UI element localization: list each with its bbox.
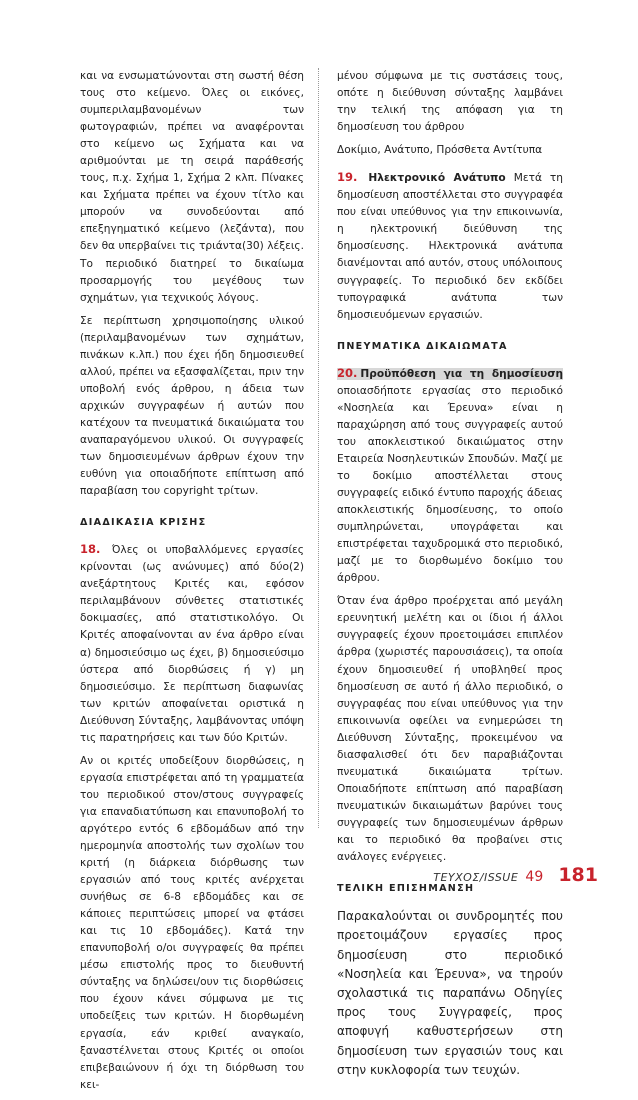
page-number: 181: [558, 864, 598, 886]
right-column: [337, 68, 563, 1086]
left-column: [80, 68, 304, 1100]
issue-label: ΤΕΥΧΟΣ/ISSUE: [433, 871, 519, 884]
section-number: 18.: [80, 542, 101, 557]
section-text: Όλες οι υποβαλλόμενες εργασίες κρίνονται (ως ανώνυμες) από δύο(2) ανεξάρτητους Κριτές και, εφόσον περιλαμβάνουν σύνθετες στατιστικές δοκιμασίες, από στατιστικολόγο. Οι Κριτές αποφαίνονται αν ένα άρθρο είναι α) δημοσιεύσιμο ως έχει, β) δημοσιεύσιμο ύστερα από διορθώσεις ή γ) μη δημοσιεύσιμο. Σε περίπτωση διαφωνίας των κριτών αποφαίνεται οριστικά η Διεύθυνση Σύνταξης, λαμβάνοντας υπόψη τις παρατηρήσεις και των δύο Κριτών.: [80, 544, 304, 744]
section-text: Μετά τη δημοσίευση αποστέλλεται στο συγγραφέα που είναι υπεύθυνος για την επικοινωνία, η ηλεκτρονική διεύθυνση της δημοσίευσης. Ηλεκτρονικά ανάτυπα διανέμονται από αυτόν, στους υπόλοιπους συγγραφείς. Το περιοδικό δεν εκδίδει τυπογραφικά ανάτυπα των δημοσιευόμενων εργασιών.: [337, 172, 564, 321]
paragraph: Αν οι κριτές υποδείξουν διορθώσεις, η εργασία επιστρέφεται από τη γραμματεία του περιοδικού στον/στους συγγραφείς για επαναδιατύπωση και επανυποβολή το αργότερο εντός 6 εβδομάδων από την ημερομηνία αποστολής των σχολίων του κριτή (η διάρκεια διόρθωσης των εργασιών από τους κριτές ανέρχεται συνήθως σε 6-8 εβδομάδες και σε κάποιες περιπτώσεις μπορεί να φτάσει και τις 10 εβδομάδες). Κατά την επανυποβολή ο/οι συγγραφείς θα πρέπει μέσω επιστολής προς το διευθυντή σύνταξης να δηλώσει/ουν τις διορθώσεις που έχουν κάνει σύμφωνα με τις υποδείξεις των κριτών. Η διορθωμένη εργασία, εάν κριθεί αναγκαίο, ξαναστέλνεται στους Κριτές οι οποίοι επιβεβαιώνουν ή όχι τη διόρθωση του κει-: [80, 754, 304, 1091]
column-divider: [318, 68, 319, 828]
final-note: Παρακαλούνται οι συνδρομητές που προετοιμάζουν εργασίες προς δημοσίευση στο περιοδικό «Νοσηλεία και Έρευνα», να τηρούν σχολαστικά τις παραπάνω Οδηγίες προς τους Συγγραφείς, προς αποφυγή καθυστερήσεων στη δημοσίευση των εργασιών τους και στην κυκλοφορία των τευχών.: [337, 909, 563, 1077]
section-20: [337, 365, 563, 588]
section-19: [337, 169, 563, 323]
section-heading-review: ΔΙΑΔΙΚΑΣΙΑ ΚΡΙΣΗΣ: [80, 517, 207, 529]
paragraph: Σε περίπτωση χρησιμοποίησης υλικού (περιλαμβανομένων των σχημάτων, πινάκων κ.λπ.) που έχει ήδη δημοσιευθεί αλλού, πρέπει να εξασφαλίζεται, πριν την υποβολή ενός άρθρου, η άδεια των αρχικών συγγραφέων ή αυτών που κατέχουν τα πνευματικά δικαιώματα του αναπαραγόμενου υλικού. Οι συγγραφείς των δημοσιευμένων άρθρων έχουν την ευθύνη για οποιαδήποτε επίπτωση από παραβίαση του copyright τρίτων.: [80, 314, 304, 498]
paragraph: Όταν ένα άρθρο προέρχεται από μεγάλη ερευνητική μελέτη και οι ίδιοι ή άλλοι συγγραφείς έχουν προετοιμάσει επιπλέον άρθρα (χωριστές παρουσιάσεις), τα οποία έχουν δημοσιευθεί ή υποβληθεί προς δημοσίευση σε αυτό ή άλλο περιοδικό, ο συγγραφέας που είναι υπεύθυνος για την επικοινωνία οφείλει να ενημερώσει τη Διεύθυνση Σύνταξης, προκειμένου να διασφαλισθεί ότι δεν παραβιάζονται πνευματικά δικαιώματα τρίτων. Οποιαδήποτε επίπτωση από παραβίαση πνευματικών δικαιωμάτων βαρύνει τους συγγραφείς των δημοσιευμένων άρθρων και το περιοδικό θα προβαίνει στις ανάλογες ενέργειες.: [337, 595, 563, 864]
section-number: 19.: [337, 170, 358, 185]
subheading: Δοκίμιο, Ανάτυπο, Πρόσθετα Αντίτυπα: [337, 144, 543, 157]
section-text: οποιασδήποτε εργασίας στο περιοδικό «Νοσηλεία και Έρευνα» είναι η παραχώρηση από τους συγγραφείς αυτού του αποκλειστικού δικαιώματος στην Εταιρεία Νοσηλευτικών Σπουδών. Μαζί με το δοκίμιο αποστέλλεται στους συγγραφείς ειδικό έντυπο παροχής άδειας αποκλειστικής δημοσίευσης, το οποίο συμπληρώνεται, υπογράφεται και επιστρέφεται ταχυδρομικά στο περιοδικό, μαζί με το διορθωμένο δοκίμιο του άρθρου.: [337, 384, 563, 585]
section-heading-copyright: ΠΝΕΥΜΑΤΙΚΑ ΔΙΚΑΙΩΜΑΤΑ: [337, 340, 508, 352]
section-title: Ηλεκτρονικό Ανάτυπο: [368, 172, 506, 185]
paragraph: μένου σύμφωνα με τις συστάσεις τους, οπότε η διεύθυνση σύνταξης λαμβάνει την τελική της απόφαση για τη δημοσίευση του άρθρου: [337, 70, 563, 134]
section-title: Προϋπόθεση για τη δημοσίευση: [360, 367, 563, 380]
section-18: [80, 541, 304, 747]
section-number: 20.: [337, 365, 358, 380]
page-footer: [433, 864, 598, 886]
issue-number: 49: [525, 869, 544, 885]
paragraph: και να ενσωματώνονται στη σωστή θέση τους στο κείμενο. Όλες οι εικόνες, συμπεριλαμβανομένων των φωτογραφιών, πρέπει να αναφέρονται στο κείμενο ως Σχήματα και να αριθμούνται με τη σειρά παράθεσής τους, π.χ. Σχήμα 1, Σχήμα 2 κλπ. Πίνακες και Σχήματα πρέπει να έχουν τίτλο και μπορούν να συνοδεύονται από επεξηγηματικό κείμενο (λεζάντα), που δεν θα υπερβαίνει τις τριάντα(30) λέξεις. Το περιοδικό διατηρεί το δικαίωμα προσαρμογής του μεγέθους των σχημάτων, για τεχνικούς λόγους.: [80, 70, 304, 304]
section-heading-final: ΤΕΛΙΚΗ ΕΠΙΣΗΜΑΝΣΗ: [337, 883, 475, 895]
